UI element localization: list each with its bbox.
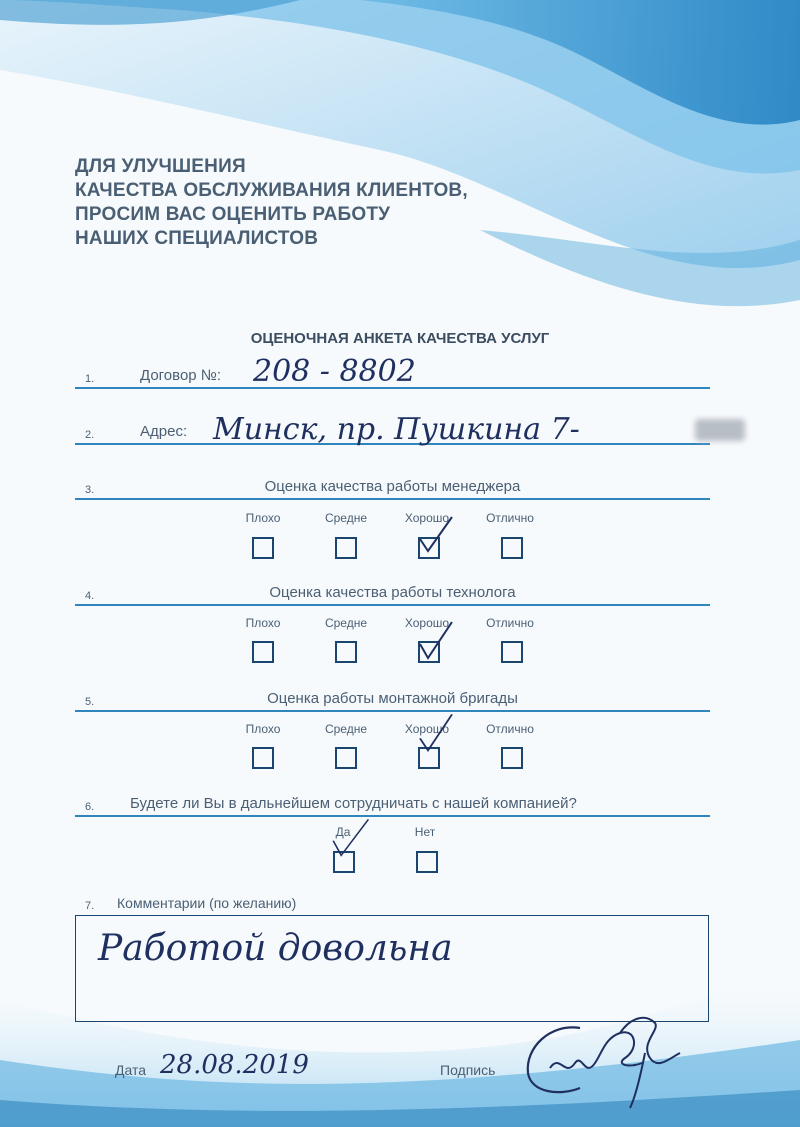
item-number: 5. <box>85 696 95 708</box>
address-value[interactable]: Минск, пр. Пушкина 7- <box>213 412 580 447</box>
cooperation-label: Будете ли Вы в дальнейшем сотрудничать с нашей компанией? <box>130 795 577 812</box>
cooperation-row <box>75 789 710 817</box>
header-line: НАШИХ СПЕЦИАЛИСТОВ <box>75 228 319 249</box>
option-label-bad: Плохо <box>245 616 281 630</box>
item-number: 7. <box>85 900 95 912</box>
check-mark-icon <box>414 515 454 555</box>
check-mark-icon <box>414 620 454 660</box>
cooperation-checkbox-no[interactable] <box>416 851 438 873</box>
check-mark-icon <box>330 818 370 858</box>
comments-value: Работой довольна <box>98 928 453 969</box>
option-label-yes: Да <box>335 825 351 839</box>
date-value[interactable]: 28.08.2019 <box>160 1050 309 1080</box>
address-row <box>75 412 710 447</box>
option-label-good: Хорошо <box>404 722 450 736</box>
contract-number-value[interactable]: 208 - 8802 <box>253 354 416 389</box>
item-number: 4. <box>85 590 95 602</box>
header-line: ПРОСИМ ВАС ОЦЕНИТЬ РАБОТУ <box>75 204 391 225</box>
option-label-no: Нет <box>414 825 436 839</box>
crew-checkbox-average[interactable] <box>335 747 357 769</box>
crew-checkbox-excellent[interactable] <box>501 747 523 769</box>
item-number: 3. <box>85 484 95 496</box>
header-line: КАЧЕСТВА ОБСЛУЖИВАНИЯ КЛИЕНТОВ, <box>75 180 468 201</box>
item-number: 6. <box>85 801 95 813</box>
option-label-good: Хорошо <box>404 616 450 630</box>
crew-rating-row <box>75 684 710 712</box>
crew-checkbox-bad[interactable] <box>252 747 274 769</box>
option-label-excellent: Отлично <box>486 722 534 736</box>
item-number: 1. <box>85 373 95 385</box>
option-label-bad: Плохо <box>245 511 281 525</box>
technologist-checkbox-excellent[interactable] <box>501 641 523 663</box>
technologist-rating-row <box>75 578 710 606</box>
item-number: 2. <box>85 429 95 441</box>
form-title: ОЦЕНОЧНАЯ АНКЕТА КАЧЕСТВА УСЛУГ <box>250 330 550 347</box>
manager-checkbox-excellent[interactable] <box>501 537 523 559</box>
comments-label: Комментарии (по желанию) <box>117 895 297 911</box>
technologist-checkbox-average[interactable] <box>335 641 357 663</box>
header-title <box>75 155 468 251</box>
date-label: Дата <box>115 1062 147 1078</box>
option-label-average: Средне <box>324 511 368 525</box>
header-line: ДЛЯ УЛУЧШЕНИЯ <box>75 156 246 177</box>
option-label-excellent: Отлично <box>486 616 534 630</box>
option-label-bad: Плохо <box>245 722 281 736</box>
crew-rating-label: Оценка работы монтажной бригады <box>267 690 518 707</box>
signature-image[interactable] <box>520 1008 690 1113</box>
address-label: Адрес: <box>140 423 188 440</box>
manager-checkbox-bad[interactable] <box>252 537 274 559</box>
option-label-good: Хорошо <box>404 511 450 525</box>
check-mark-icon <box>414 713 454 753</box>
technologist-checkbox-bad[interactable] <box>252 641 274 663</box>
manager-checkbox-average[interactable] <box>335 537 357 559</box>
contract-row <box>75 354 710 389</box>
signature-label: Подпись <box>440 1062 496 1078</box>
option-label-average: Средне <box>324 722 368 736</box>
manager-rating-row <box>75 472 710 500</box>
contract-label: Договор №: <box>140 367 222 384</box>
option-label-average: Средне <box>324 616 368 630</box>
comments-row <box>75 888 710 914</box>
comments-field[interactable] <box>75 915 709 1022</box>
redacted-apartment <box>695 419 745 441</box>
option-label-excellent: Отлично <box>486 511 534 525</box>
manager-rating-label: Оценка качества работы менеджера <box>264 478 521 495</box>
technologist-rating-label: Оценка качества работы технолога <box>269 584 516 601</box>
